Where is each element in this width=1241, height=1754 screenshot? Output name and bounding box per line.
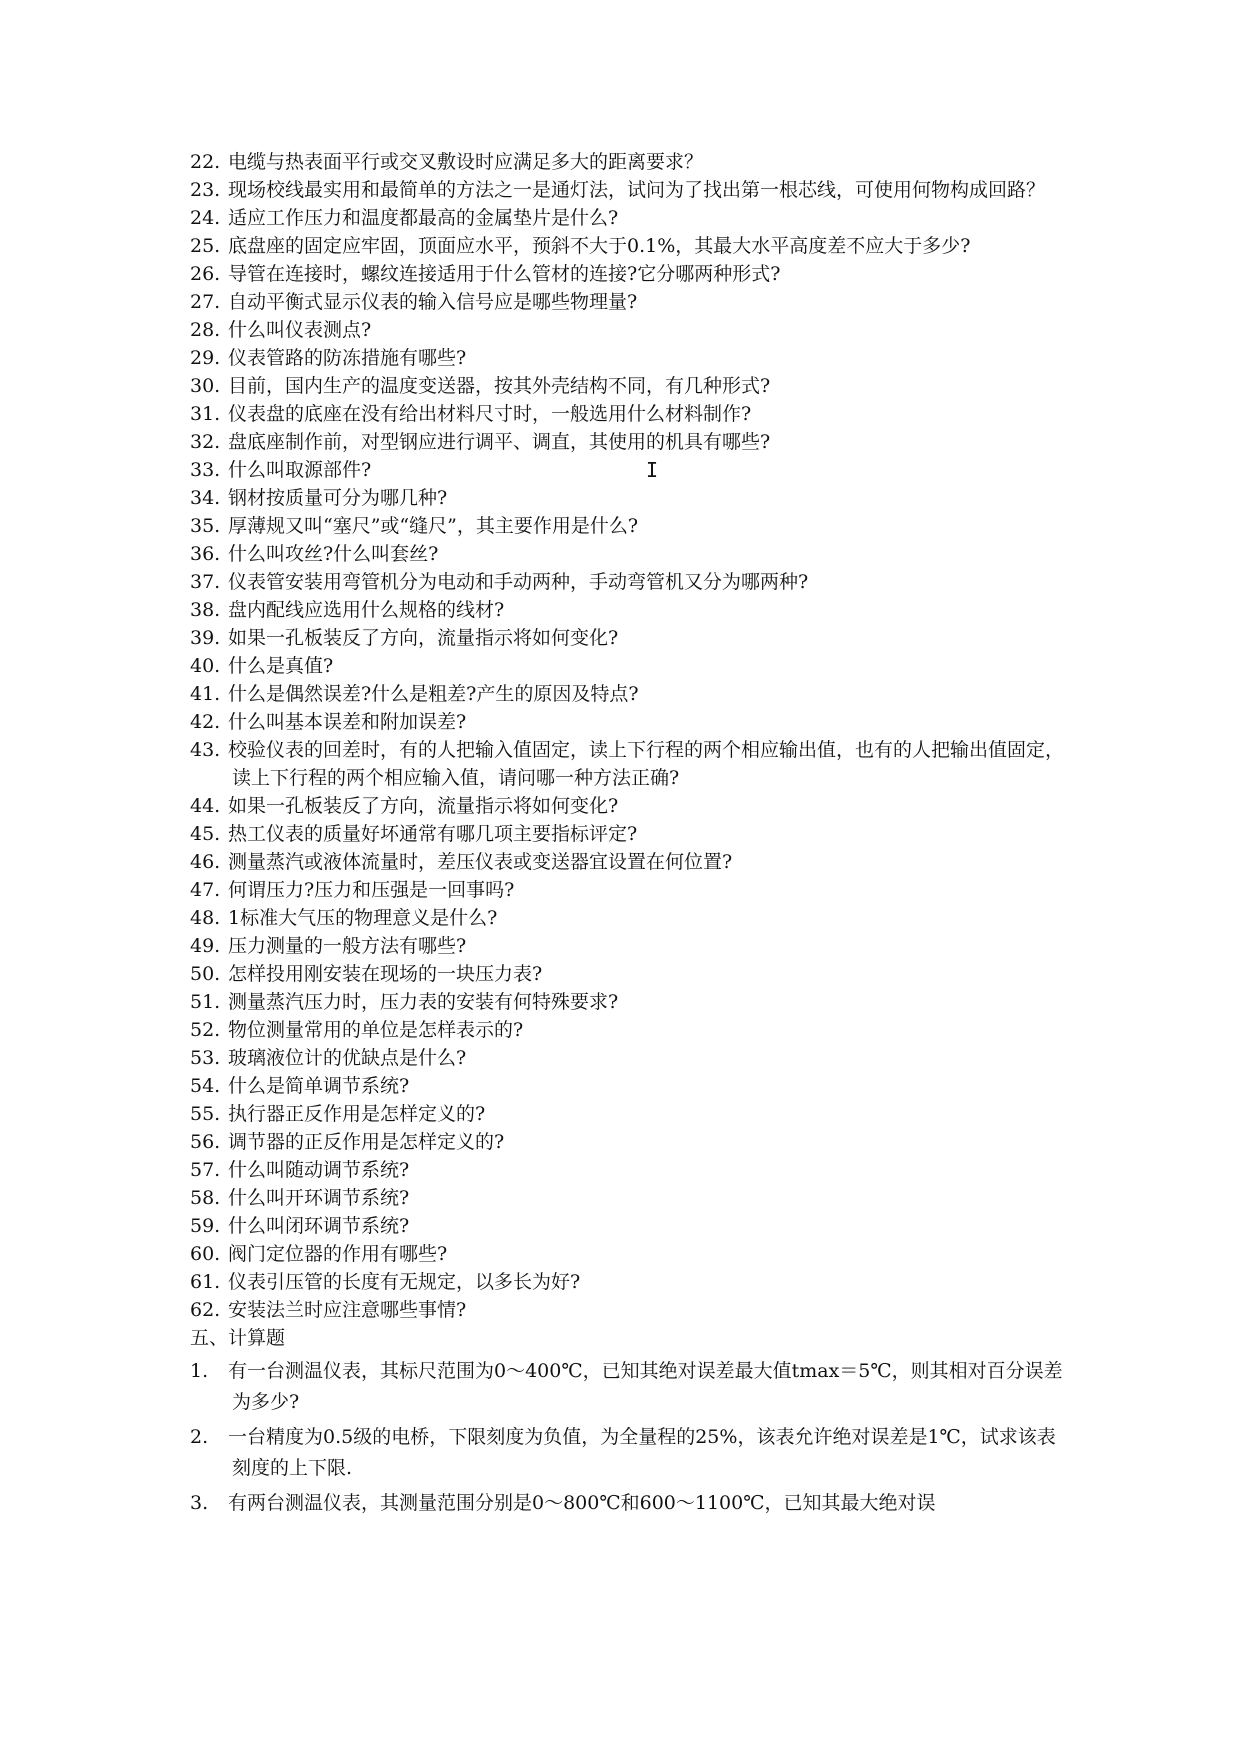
question-number: 46. [190,851,221,873]
question-34 [190,484,1070,512]
question-text: 适应工作压力和温度都最高的金属垫片是什么? [228,207,619,229]
question-text: 测量蒸汽压力时，压力表的安装有何特殊要求? [228,991,619,1013]
question-number: 36. [190,543,221,565]
question-number: 24. [190,207,221,229]
question-text: 厚薄规又叫“塞尺”或“缝尺”，其主要作用是什么? [228,515,639,537]
question-number: 33. [190,459,221,481]
question-text: 电缆与热表面平行或交叉敷设时应满足多大的距离要求？ [228,151,704,173]
question-36 [190,540,1070,568]
question-23 [190,176,1070,204]
calculation-text: 一台精度为0.5级的电桥，下限刻度为负值，为全量程的25%，该表允许绝对误差是1℃，试求该表刻度的上下限. [228,1426,1056,1479]
question-41 [190,680,1070,708]
question-text: 仪表管安装用弯管机分为电动和手动两种，手动弯管机又分为哪两种? [228,571,809,593]
question-49 [190,932,1070,960]
question-text: 什么叫随动调节系统? [228,1159,410,1181]
question-number: 40. [190,655,221,677]
question-52 [190,1016,1070,1044]
calculation-3 [190,1488,1070,1519]
calculation-text: 有一台测温仪表，其标尺范围为0～400℃，已知其绝对误差最大值tmax＝5℃，则其相对百分误差为多少? [228,1360,1063,1413]
question-45 [190,820,1070,848]
question-number: 57. [190,1159,221,1181]
question-62 [190,1296,1070,1324]
question-26 [190,260,1070,288]
question-number: 48. [190,907,221,929]
question-text: 什么叫取源部件? [228,459,372,481]
question-number: 22. [190,151,221,173]
question-28 [190,316,1070,344]
question-text: 阀门定位器的作用有哪些? [228,1243,448,1265]
question-number: 34. [190,487,221,509]
calculation-1 [190,1356,1070,1418]
section-heading-calculations: 五、计算题 [190,1327,286,1349]
question-42 [190,708,1070,736]
question-48 [190,904,1070,932]
question-number: 51. [190,991,221,1013]
question-text: 玻璃液位计的优缺点是什么? [228,1047,467,1069]
question-text: 什么叫攻丝?什么叫套丝? [228,543,439,565]
question-text: 底盘座的固定应牢固，顶面应水平，预斜不大于0.1%，其最大水平高度差不应大于多少? [228,235,971,257]
question-number: 32. [190,431,221,453]
question-number: 55. [190,1103,221,1125]
question-text: 安装法兰时应注意哪些事情? [228,1299,467,1321]
question-58 [190,1184,1070,1212]
question-number: 43. [190,739,221,761]
question-text: 仪表管路的防冻措施有哪些? [228,347,467,369]
question-text: 物位测量常用的单位是怎样表示的? [228,1019,524,1041]
question-text: 调节器的正反作用是怎样定义的? [228,1131,505,1153]
question-25 [190,232,1070,260]
question-46 [190,848,1070,876]
question-43 [190,736,1070,792]
question-text: 测量蒸汽或液体流量时，差压仪表或变送器宜设置在何位置? [228,851,733,873]
question-61 [190,1268,1070,1296]
question-number: 59. [190,1215,221,1237]
question-text: 钢材按质量可分为哪几种? [228,487,448,509]
text-cursor-icon: I [646,458,659,482]
question-number: 62. [190,1299,221,1321]
question-text: 如果一孔板装反了方向，流量指示将如何变化? [228,795,619,817]
question-number: 47. [190,879,221,901]
question-number: 28. [190,319,221,341]
question-number: 39. [190,627,221,649]
question-30 [190,372,1070,400]
calculation-number: 3. [190,1492,209,1514]
calculation-2 [190,1422,1070,1484]
question-number: 56. [190,1131,221,1153]
question-number: 25. [190,235,221,257]
question-60 [190,1240,1070,1268]
question-text: 仪表盘的底座在没有给出材料尺寸时，一般选用什么材料制作? [228,403,752,425]
question-number: 30. [190,375,221,397]
question-text: 什么叫基本误差和附加误差? [228,711,467,733]
question-55 [190,1100,1070,1128]
question-51 [190,988,1070,1016]
question-number: 52. [190,1019,221,1041]
question-number: 42. [190,711,221,733]
question-38 [190,596,1070,624]
question-number: 45. [190,823,221,845]
question-text: 怎样投用刚安装在现场的一块压力表? [228,963,543,985]
question-number: 53. [190,1047,221,1069]
question-31 [190,400,1070,428]
question-text: 何谓压力?压力和压强是一回事吗? [228,879,515,901]
question-44 [190,792,1070,820]
question-text: 执行器正反作用是怎样定义的? [228,1103,486,1125]
question-27 [190,288,1070,316]
question-text: 校验仪表的回差时，有的人把输入值固定，读上下行程的两个相应输出值，也有的人把输出值固定，读上下行程的两个相应输入值，请问哪一种方法正确? [228,739,1065,789]
question-35 [190,512,1070,540]
question-text: 盘底座制作前，对型钢应进行调平、调直，其使用的机具有哪些? [228,431,771,453]
question-text: 盘内配线应选用什么规格的线材? [228,599,505,621]
question-text: 目前，国内生产的温度变送器，按其外壳结构不同，有几种形式? [228,375,771,397]
calculation-number: 2. [190,1426,209,1448]
question-47 [190,876,1070,904]
calculation-number: 1. [190,1360,209,1382]
question-text: 自动平衡式显示仪表的输入信号应是哪些物理量? [228,291,638,313]
question-number: 49. [190,935,221,957]
question-24 [190,204,1070,232]
question-text: 什么是偶然误差?什么是粗差?产生的原因及特点? [228,683,639,705]
question-text: 什么叫开环调节系统? [228,1187,410,1209]
question-number: 50. [190,963,221,985]
question-number: 29. [190,347,221,369]
question-22 [190,148,1070,176]
question-text: 仪表引压管的长度有无规定，以多长为好? [228,1271,581,1293]
question-56 [190,1128,1070,1156]
question-number: 37. [190,571,221,593]
question-50 [190,960,1070,988]
question-number: 35. [190,515,221,537]
question-32 [190,428,1070,456]
question-number: 60. [190,1243,221,1265]
question-number: 26. [190,263,221,285]
question-text: 什么是简单调节系统? [228,1075,410,1097]
question-number: 23. [190,179,221,201]
question-number: 38. [190,599,221,621]
question-53 [190,1044,1070,1072]
question-39 [190,624,1070,652]
calculation-text: 有两台测温仪表，其测量范围分别是0～800℃和600～1100℃，已知其最大绝对误 [228,1492,936,1514]
question-number: 41. [190,683,221,705]
question-text: 什么是真值? [228,655,334,677]
question-number: 58. [190,1187,221,1209]
question-40 [190,652,1070,680]
question-text: 1标准大气压的物理意义是什么? [228,907,498,929]
question-59 [190,1212,1070,1240]
question-37 [190,568,1070,596]
question-text: 导管在连接时，螺纹连接适用于什么管材的连接?它分哪两种形式? [228,263,781,285]
question-number: 44. [190,795,221,817]
question-text: 什么叫闭环调节系统? [228,1215,410,1237]
question-text: 热工仪表的质量好坏通常有哪几项主要指标评定? [228,823,638,845]
question-54 [190,1072,1070,1100]
question-number: 61. [190,1271,221,1293]
question-text: 现场校线最实用和最简单的方法之一是通灯法，试问为了找出第一根芯线，可使用何物构成回路？ [228,179,1046,201]
question-number: 54. [190,1075,221,1097]
document-body [190,148,1070,1519]
question-text: 压力测量的一般方法有哪些? [228,935,467,957]
question-29 [190,344,1070,372]
question-number: 31. [190,403,221,425]
question-text: 如果一孔板装反了方向，流量指示将如何变化? [228,627,619,649]
question-text: 什么叫仪表测点? [228,319,372,341]
question-number: 27. [190,291,221,313]
question-33 [190,456,1070,484]
question-57 [190,1156,1070,1184]
